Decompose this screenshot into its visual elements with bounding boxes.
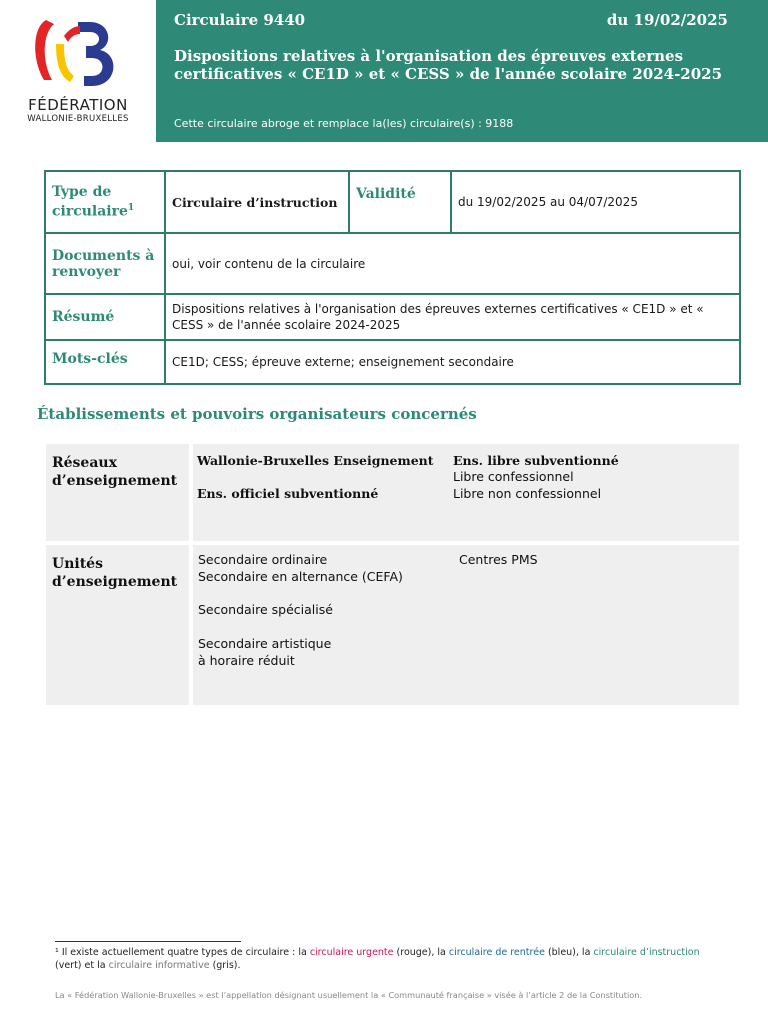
- circulaire-date: du 19/02/2025: [606, 11, 728, 29]
- circulaire-number: Circulaire 9440: [174, 11, 306, 29]
- unite-artistique: Secondaire artistique: [198, 636, 332, 651]
- unite-specialise: Secondaire spécialisé: [198, 602, 333, 617]
- link-circulaire-informative: circulaire informative: [108, 960, 210, 971]
- fwb-logo: [0, 0, 156, 142]
- table-row: [45, 171, 740, 233]
- section-title: Établissements et pouvoirs organisateurs concernés: [37, 405, 477, 423]
- logo-subtitle: WALLONIE-BRUXELLES: [27, 114, 129, 124]
- abroge-note: Cette circulaire abroge et remplace la(les) circulaire(s) : 9188: [174, 117, 514, 130]
- table-row: [45, 294, 740, 340]
- reseau-libre-confessionnel: Libre confessionnel: [453, 469, 574, 484]
- table-row: [45, 340, 740, 384]
- unite-alternance: Secondaire en alternance (CEFA): [198, 569, 403, 584]
- reseaux-content-cell: [193, 444, 739, 541]
- unite-ordinaire: Secondaire ordinaire: [198, 552, 328, 567]
- mots-cles-value: CE1D; CESS; épreuve externe; enseignement secondaire: [165, 340, 740, 384]
- resume-label: Résumé: [45, 294, 165, 340]
- resume-value: Dispositions relatives à l'organisation des épreuves externes certificatives « CE1D » et « CESS » de l'année scolaire 2024-2025: [165, 294, 740, 340]
- link-circulaire-urgente: circulaire urgente: [309, 947, 394, 958]
- legal-note: La « Fédération Wallonie-Bruxelles » est l’appellation désignant usuellement la « Communauté française » visée à l’article 2 de la Constitution.: [55, 990, 643, 1000]
- info-table: [44, 170, 741, 385]
- reseau-libre: Ens. libre subventionné: [453, 453, 619, 468]
- validite-value: du 19/02/2025 au 04/07/2025: [451, 171, 740, 233]
- reseaux-label: Réseaux d’enseignement: [52, 455, 178, 489]
- validite-label: Validité: [349, 171, 451, 233]
- circulaire-title: Dispositions relatives à l'organisation des épreuves externes certificatives « CE1D » et « CESS » de l'année scolaire 2024-2025: [174, 47, 723, 83]
- link-circulaire-instruction: circulaire d’instruction: [593, 947, 700, 958]
- reseau-libre-non-confessionnel: Libre non confessionnel: [453, 486, 602, 501]
- footnote-ref: 1: [127, 203, 135, 214]
- type-value: Circulaire d’instruction: [165, 171, 349, 233]
- unites-label: Unités d’enseignement: [52, 556, 178, 590]
- footnote: ¹ Il existe actuellement quatre types de circulaire : la circulaire urgente (rouge), la circulaire de rentrée (bleu), la circulaire d’instruction (vert) et la circulaire informative (gris).: [55, 947, 700, 971]
- unites-content-cell: [193, 545, 739, 705]
- mots-cles-label: Mots-clés: [45, 340, 165, 384]
- unite-artistique-horaire: à horaire réduit: [198, 653, 295, 668]
- reseau-wbe: Wallonie-Bruxelles Enseignement: [197, 453, 434, 468]
- reseau-officiel: Ens. officiel subventionné: [197, 486, 379, 501]
- fwb-logo-mark-icon: [30, 14, 126, 94]
- unite-pms: Centres PMS: [459, 552, 538, 567]
- unites-label-cell: [46, 545, 189, 705]
- table-row: [45, 233, 740, 294]
- documents-value: oui, voir contenu de la circulaire: [165, 233, 740, 294]
- documents-label: Documents à renvoyer: [45, 233, 165, 294]
- footnote-divider: [55, 941, 241, 942]
- type-label: Type de circulaire$^1$: [45, 171, 165, 233]
- reseaux-label-cell: [46, 444, 189, 541]
- link-circulaire-rentree: circulaire de rentrée: [448, 947, 545, 958]
- header-banner: [156, 0, 768, 142]
- logo-name: FÉDÉRATION: [28, 96, 128, 114]
